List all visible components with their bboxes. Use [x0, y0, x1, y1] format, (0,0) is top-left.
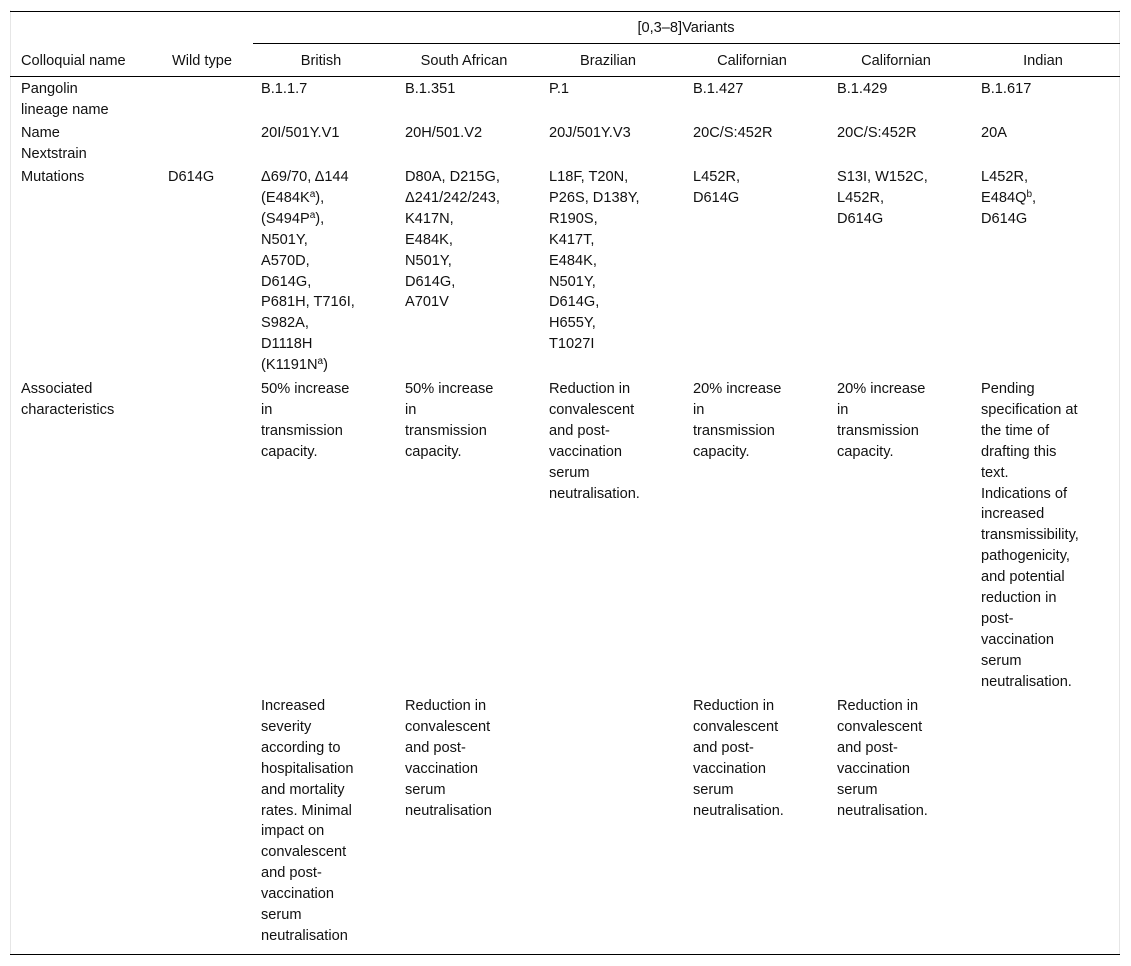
mutations-californian-2: S13I, W152C, L452R, D614G — [837, 169, 928, 227]
characteristics-2-californian-1: Reduction in convalescent and post- vaccination serum neutralisation. — [693, 698, 784, 819]
characteristics-2-californian-2: Reduction in convalescent and post- vaccination serum neutralisation. — [837, 698, 928, 819]
group-header-underline — [253, 43, 1120, 44]
nextstrain-british: 20I/501Y.V1 — [261, 125, 340, 141]
nextstrain-indian: 20A — [981, 125, 1007, 141]
characteristics-british: 50% increase in transmission capacity. — [261, 381, 350, 460]
mutations-south-african: D80A, D215G, Δ241/242/243, K417N, E484K, N501Y, D614G, A701V — [405, 169, 500, 311]
nextstrain-brazilian: 20J/501Y.V3 — [549, 125, 631, 141]
mutations-californian-1: L452R, D614G — [693, 169, 741, 206]
nextstrain-californian-1: 20C/S:452R — [693, 125, 773, 141]
col-header-californian-1: Californian — [717, 53, 787, 69]
characteristics-2-british: Increased severity according to hospitalisation and mortality rates. Minimal impact on convalescent and post- vaccination serum neutralisation — [261, 698, 354, 944]
row-label-pangolin: Pangolin lineage name — [21, 81, 109, 118]
nextstrain-south-african: 20H/501.V2 — [405, 125, 483, 141]
header-bottom-rule — [10, 76, 1120, 77]
mutations-brazilian: L18F, T20N, P26S, D138Y, R190S, K417T, E484K, N501Y, D614G, H655Y, T1027I — [549, 169, 640, 353]
characteristics-californian-1: 20% increase in transmission capacity. — [693, 381, 782, 460]
pangolin-south-african: B.1.351 — [405, 81, 456, 97]
characteristics-brazilian: Reduction in convalescent and post- vaccination serum neutralisation. — [549, 381, 640, 502]
col-header-british: British — [300, 53, 342, 69]
wild-type-mutation: D614G — [168, 169, 215, 185]
pangolin-brazilian: P.1 — [549, 81, 570, 97]
pangolin-californian-2: B.1.429 — [837, 81, 888, 97]
table-bottom-rule — [10, 954, 1120, 955]
row-label-mutations: Mutations — [21, 169, 85, 185]
table-top-rule — [10, 11, 1120, 12]
col-header-south-african: South African — [420, 53, 508, 69]
characteristics-2-south-african: Reduction in convalescent and post- vaccination serum neutralisation — [405, 698, 492, 819]
row-label-characteristics: Associated characteristics — [21, 381, 115, 418]
variants-group-header: [0,3–8]Variants — [637, 20, 735, 36]
pangolin-british: B.1.1.7 — [261, 81, 308, 97]
characteristics-indian: Pending specification at the time of drafting this text. Indications of increased transmissibility, pathogenicity, and potential reduction in post- vaccination serum neutralisation. — [981, 381, 1079, 690]
mutations-british: Δ69/70, Δ144 $(E484K^a)$, $(S494P^a)$, N501Y, A570D, D614G, P681H, T716I, S982A, D1118H $(K1191N^a)$ — [261, 169, 355, 374]
mutations-indian: L452R, $E484Q^b$, D614G — [981, 169, 1037, 227]
nextstrain-californian-2: 20C/S:452R — [837, 125, 917, 141]
col-header-californian-2: Californian — [861, 53, 931, 69]
pangolin-indian: B.1.617 — [981, 81, 1032, 97]
characteristics-californian-2: 20% increase in transmission capacity. — [837, 381, 926, 460]
row-label-nextstrain: Name Nextstrain — [21, 125, 87, 162]
characteristics-south-african: 50% increase in transmission capacity. — [405, 381, 494, 460]
col-header-indian: Indian — [1023, 53, 1063, 69]
pangolin-californian-1: B.1.427 — [693, 81, 744, 97]
col-header-colloquial-name: Colloquial name — [21, 53, 126, 69]
col-header-brazilian: Brazilian — [580, 53, 636, 69]
col-header-wild-type: Wild type — [171, 53, 233, 69]
